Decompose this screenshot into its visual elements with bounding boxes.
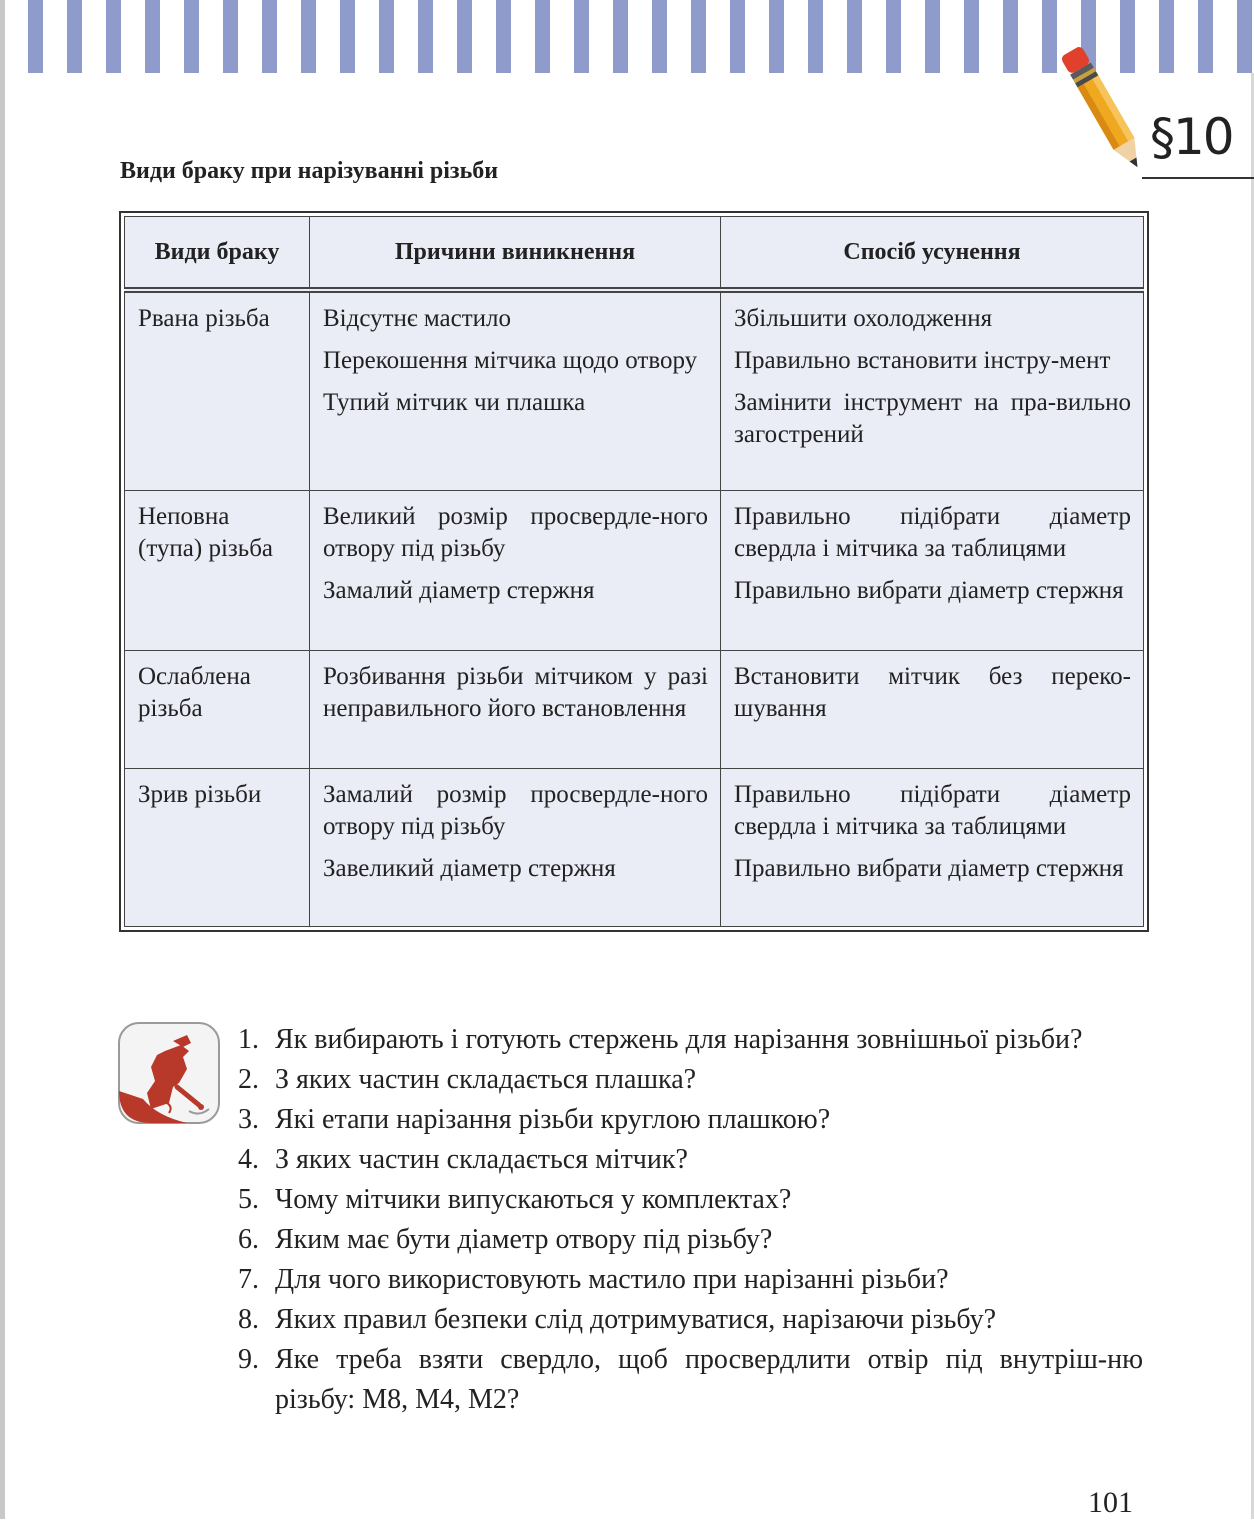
table-row [125,290,1144,490]
remedy-item: Замінити інструмент на пра-вильно загострений [734,389,1131,448]
cause-item: Великий розмір просвердле-ного отвору під різьбу [323,502,708,562]
causes-cell [310,490,721,650]
table-header-row [125,217,1144,291]
page-left-edge [0,0,5,1519]
defect-cell [125,768,310,927]
causes-cell [310,290,721,490]
causes-cell [310,650,721,768]
cause-item: Розбивання різьби мітчиком у разі неправильного його встановлення [323,662,708,722]
list-item [238,1100,1143,1140]
thinking-person-icon [117,1021,221,1125]
defect-label: Ослаблена різьба [138,662,251,722]
list-item [238,1300,1143,1340]
question-text: Яке треба взяти свердло, щоб просвердлити отвір під внутріш-ню різьбу: М8, М4, М2? [275,1344,1143,1415]
section-rule [1142,177,1254,179]
list-item [238,1220,1143,1260]
page-number: 101 [1088,1486,1133,1519]
list-item [238,1060,1143,1100]
question-text: Яким має бути діаметр отвору під різьбу? [275,1224,773,1255]
review-questions-list [238,1020,1143,1420]
question-number: 6. [238,1224,259,1255]
defect-label: Рвана різьба [138,305,270,332]
table-row [125,650,1144,768]
question-text: Для чого використовують мастило при нарізанні різьби? [275,1264,949,1295]
defect-cell [125,650,310,768]
header-remedies: Спосіб усунення [721,217,1144,291]
table-title: Види браку при нарізуванні різьби [120,158,499,184]
remedies-cell [721,768,1144,927]
question-number: 3. [238,1104,259,1135]
question-text: Як вибирають і готують стержень для нарізання зовнішньої різьби? [275,1024,1083,1055]
section-mark: §10 [1150,108,1233,166]
question-text: Які етапи нарізання різьби круглою плашкою? [275,1104,831,1135]
question-number: 9. [238,1344,259,1375]
list-item [238,1340,1143,1420]
remedy-item: Правильно встановити інстру-мент [734,347,1111,374]
header-defect-types: Види браку [125,217,310,291]
cause-item: Замалий діаметр стержня [323,576,595,604]
remedy-item: Правильно вибрати діаметр стержня [734,854,1124,882]
question-number: 4. [238,1144,259,1175]
defect-label: Зрив різьби [138,780,262,808]
defect-cell [125,490,310,650]
remedies-cell [721,650,1144,768]
defects-table-frame [119,211,1149,932]
cause-item: Тупий мітчик чи плашка [323,389,586,416]
question-number: 7. [238,1264,259,1295]
pencil-icon [1060,36,1150,186]
question-number: 8. [238,1304,259,1335]
causes-cell [310,768,721,927]
remedy-item: Встановити мітчик без переко-шування [734,662,1131,722]
remedies-cell [721,490,1144,650]
header-causes: Причини виникнення [310,217,721,291]
remedy-item: Правильно вибрати діаметр стержня [734,576,1124,604]
list-item [238,1180,1143,1220]
list-item [238,1260,1143,1300]
list-item [238,1020,1143,1060]
cause-item: Замалий розмір просвердле-ного отвору під різьбу [323,780,708,840]
question-text: Яких правил безпеки слід дотримуватися, нарізаючи різьбу? [275,1304,997,1335]
defect-cell [125,290,310,490]
cause-item: Завеликий діаметр стержня [323,854,616,882]
table-row [125,490,1144,650]
defect-label: Неповна (тупа) різьба [138,502,274,562]
question-text: Чому мітчики випускаються у комплектах? [275,1184,792,1215]
remedies-cell [721,290,1144,490]
remedy-item: Правильно підібрати діаметр свердла і мітчика за таблицями [734,780,1131,840]
cause-item: Відсутнє мастило [323,305,512,332]
cause-item: Перекошення мітчика щодо отвору [323,347,698,374]
table-row [125,768,1144,927]
question-number: 2. [238,1064,259,1095]
question-number: 5. [238,1184,259,1215]
question-text: З яких частин складається плашка? [275,1064,697,1095]
list-item [238,1140,1143,1180]
defects-table [124,216,1144,927]
remedy-item: Правильно підібрати діаметр свердла і мітчика за таблицями [734,502,1131,562]
remedy-item: Збільшити охолодження [734,305,993,332]
question-number: 1. [238,1024,259,1055]
question-text: З яких частин складається мітчик? [275,1144,688,1175]
